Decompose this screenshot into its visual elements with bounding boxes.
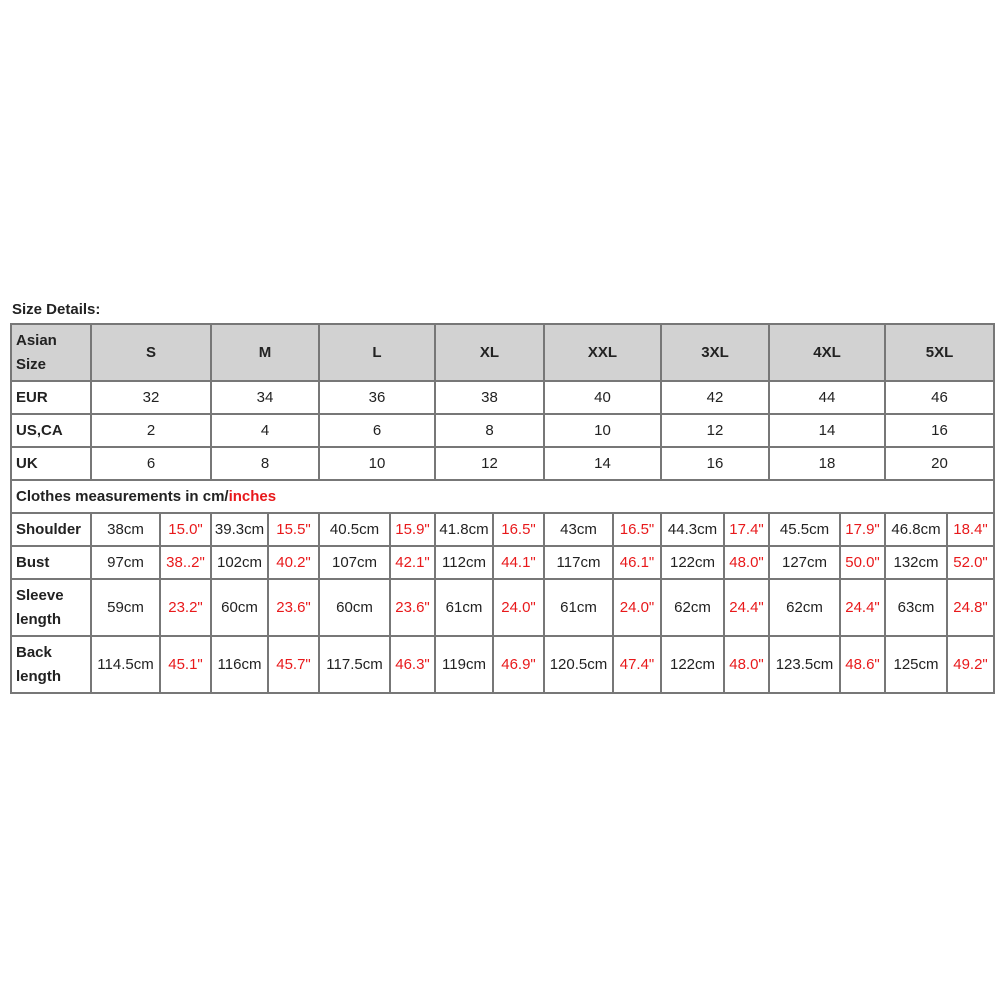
- cm-cell: 40.5cm: [319, 513, 390, 546]
- table-cell: 14: [544, 447, 661, 480]
- table-cell: 34: [211, 381, 319, 414]
- inch-cell: 23.6": [390, 579, 435, 636]
- inch-cell: 18.4": [947, 513, 994, 546]
- cm-cell: 120.5cm: [544, 636, 613, 693]
- inch-cell: 42.1": [390, 546, 435, 579]
- row-label: Sleeve length: [11, 579, 91, 636]
- measurement-row: [11, 636, 994, 693]
- table-cell: 20: [885, 447, 994, 480]
- table-cell: 12: [435, 447, 544, 480]
- inch-cell: 44.1": [493, 546, 544, 579]
- table-cell: 40: [544, 381, 661, 414]
- inch-cell: 38..2": [160, 546, 211, 579]
- table-cell: 6: [91, 447, 211, 480]
- cm-cell: 127cm: [769, 546, 840, 579]
- cm-cell: 112cm: [435, 546, 493, 579]
- table-cell: 14: [769, 414, 885, 447]
- inch-cell: 17.4": [724, 513, 769, 546]
- header-row: [11, 324, 994, 381]
- cm-cell: 119cm: [435, 636, 493, 693]
- table-cell: 46: [885, 381, 994, 414]
- table-cell: 38: [435, 381, 544, 414]
- cm-cell: 43cm: [544, 513, 613, 546]
- size-header-cell: 4XL: [769, 324, 885, 381]
- conversion-row: [11, 414, 994, 447]
- table-cell: 4: [211, 414, 319, 447]
- inch-cell: 15.0": [160, 513, 211, 546]
- cm-cell: 117cm: [544, 546, 613, 579]
- cm-cell: 38cm: [91, 513, 160, 546]
- cm-cell: 60cm: [319, 579, 390, 636]
- inch-cell: 24.4": [840, 579, 885, 636]
- inch-cell: 40.2": [268, 546, 319, 579]
- inch-cell: 48.0": [724, 546, 769, 579]
- table-cell: 18: [769, 447, 885, 480]
- cm-cell: 45.5cm: [769, 513, 840, 546]
- table-cell: 10: [544, 414, 661, 447]
- size-header-cell: XXL: [544, 324, 661, 381]
- table-cell: 10: [319, 447, 435, 480]
- measurements-heading: [11, 480, 994, 513]
- cm-cell: 102cm: [211, 546, 268, 579]
- inches-highlight: inches: [228, 488, 277, 505]
- cm-cell: 122cm: [661, 546, 724, 579]
- table-cell: 32: [91, 381, 211, 414]
- cm-cell: 59cm: [91, 579, 160, 636]
- cm-cell: 63cm: [885, 579, 947, 636]
- inch-cell: 16.5": [493, 513, 544, 546]
- table-cell: 8: [435, 414, 544, 447]
- cm-cell: 123.5cm: [769, 636, 840, 693]
- table-title: Size Details:: [12, 301, 101, 318]
- table-cell: 8: [211, 447, 319, 480]
- inch-cell: 17.9": [840, 513, 885, 546]
- size-header-cell: 3XL: [661, 324, 769, 381]
- row-label: EUR: [11, 381, 91, 414]
- measurements-heading-row: [11, 480, 994, 513]
- cm-cell: 122cm: [661, 636, 724, 693]
- inch-cell: 46.9": [493, 636, 544, 693]
- size-header-cell: XL: [435, 324, 544, 381]
- conversion-row: [11, 447, 994, 480]
- cm-cell: 39.3cm: [211, 513, 268, 546]
- cm-cell: 61cm: [544, 579, 613, 636]
- inch-cell: 47.4": [613, 636, 661, 693]
- table-cell: 12: [661, 414, 769, 447]
- cm-cell: 114.5cm: [91, 636, 160, 693]
- table-cell: 16: [885, 414, 994, 447]
- inch-cell: 45.7": [268, 636, 319, 693]
- row-label: Back length: [11, 636, 91, 693]
- size-header-cell: S: [91, 324, 211, 381]
- inch-cell: 50.0": [840, 546, 885, 579]
- inch-cell: 45.1": [160, 636, 211, 693]
- table-cell: 36: [319, 381, 435, 414]
- inch-cell: 16.5": [613, 513, 661, 546]
- cm-cell: 44.3cm: [661, 513, 724, 546]
- inch-cell: 49.2": [947, 636, 994, 693]
- size-header-cell: 5XL: [885, 324, 994, 381]
- conversion-row: [11, 381, 994, 414]
- cm-cell: 46.8cm: [885, 513, 947, 546]
- inch-cell: 48.6": [840, 636, 885, 693]
- cm-cell: 41.8cm: [435, 513, 493, 546]
- cm-cell: 125cm: [885, 636, 947, 693]
- row-label: US,CA: [11, 414, 91, 447]
- cm-cell: 62cm: [769, 579, 840, 636]
- inch-cell: 24.0": [493, 579, 544, 636]
- inch-cell: 24.0": [613, 579, 661, 636]
- cm-cell: 62cm: [661, 579, 724, 636]
- measurements-heading-text: Clothes measurements in cm/: [16, 488, 229, 505]
- row-label: Shoulder: [11, 513, 91, 546]
- cm-cell: 116cm: [211, 636, 268, 693]
- inch-cell: 23.6": [268, 579, 319, 636]
- table-cell: 6: [319, 414, 435, 447]
- inch-cell: 48.0": [724, 636, 769, 693]
- inch-cell: 24.8": [947, 579, 994, 636]
- inch-cell: 46.3": [390, 636, 435, 693]
- table-cell: 44: [769, 381, 885, 414]
- cm-cell: 117.5cm: [319, 636, 390, 693]
- table-cell: 16: [661, 447, 769, 480]
- header-label: Asian Size: [11, 324, 91, 381]
- inch-cell: 46.1": [613, 546, 661, 579]
- table-cell: 42: [661, 381, 769, 414]
- size-chart-table: [10, 323, 995, 694]
- inch-cell: 24.4": [724, 579, 769, 636]
- measurement-row: [11, 579, 994, 636]
- row-label: UK: [11, 447, 91, 480]
- measurement-row: [11, 546, 994, 579]
- inch-cell: 15.5": [268, 513, 319, 546]
- row-label: Bust: [11, 546, 91, 579]
- cm-cell: 60cm: [211, 579, 268, 636]
- inch-cell: 52.0": [947, 546, 994, 579]
- cm-cell: 61cm: [435, 579, 493, 636]
- size-header-cell: L: [319, 324, 435, 381]
- inch-cell: 15.9": [390, 513, 435, 546]
- cm-cell: 107cm: [319, 546, 390, 579]
- cm-cell: 97cm: [91, 546, 160, 579]
- inch-cell: 23.2": [160, 579, 211, 636]
- cm-cell: 132cm: [885, 546, 947, 579]
- size-header-cell: M: [211, 324, 319, 381]
- table-cell: 2: [91, 414, 211, 447]
- measurement-row: [11, 513, 994, 546]
